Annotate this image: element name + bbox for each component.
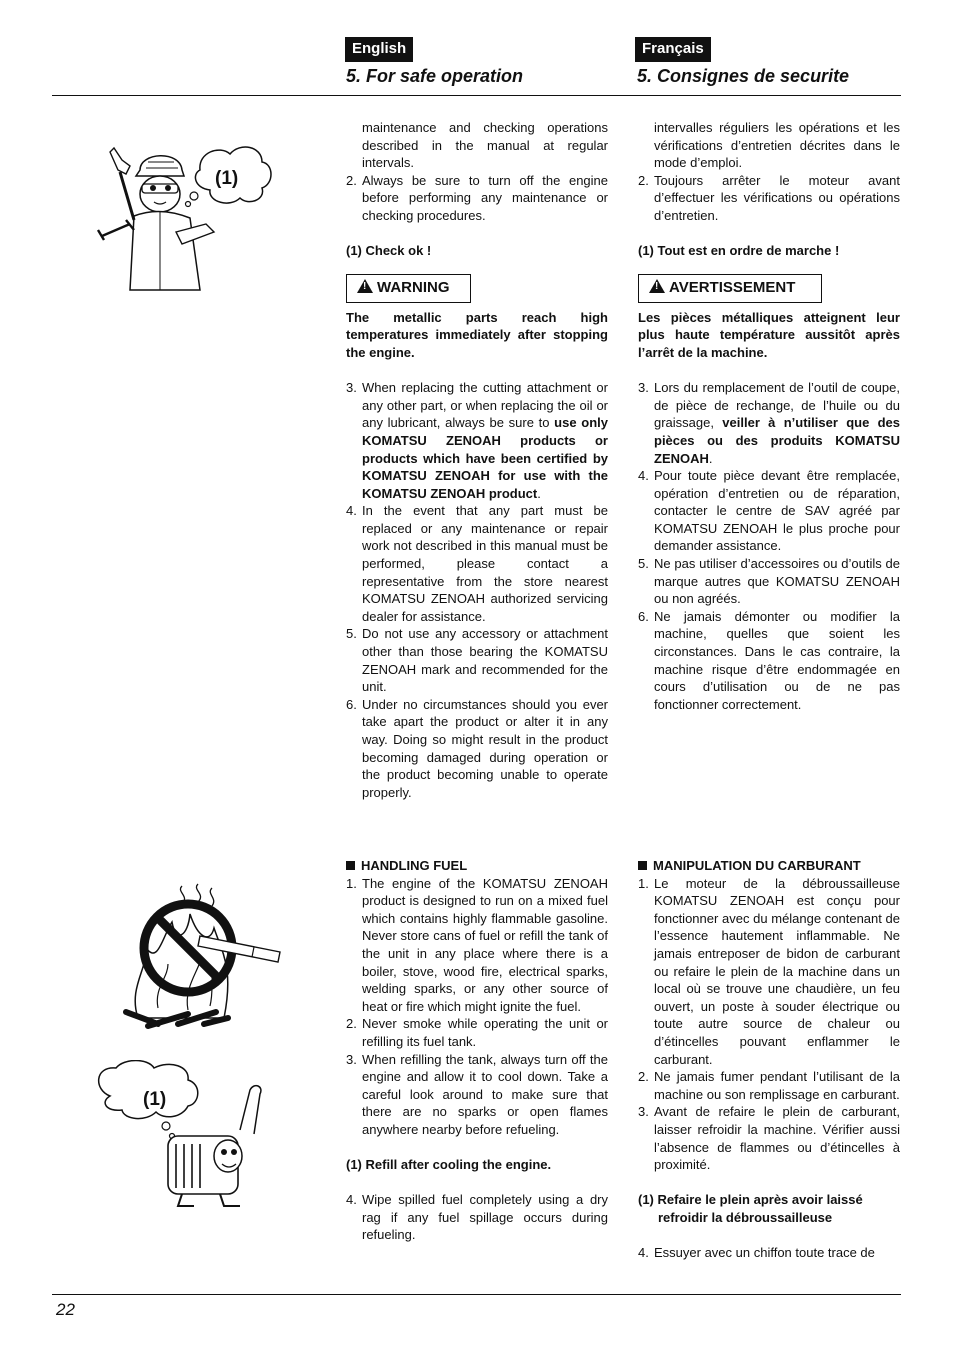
warning-box: !AVERTISSEMENT — [638, 274, 822, 303]
list-item: 6. Under no circumstances should you ever take apart the product or alter it in any way. Doing so might result in the product becoming damaged during operation or the product becoming unable to operate properly. — [346, 696, 608, 800]
list-item: 2. Ne jamais fumer pendant l’utilisant de la machine ou son remplissage en carburant. — [638, 1069, 900, 1102]
note-refill: (1) Refaire le plein après avoir laissé refroidir la débroussailleuse — [638, 1192, 863, 1225]
section-title-french: 5. Consignes de securite — [637, 66, 850, 86]
engine-character-icon — [90, 1060, 270, 1210]
list-item: 1. The engine of the KOMATSU ZENOAH product is designed to run on a mixed fuel which contains highly flammable gasoline. Never store cans of fuel or refill the tank of the unit in any place where there is a boiler, stove, wood fire, electrical sparks, welding sparks, or any other source of heat or fire which might ignite the fuel. — [346, 875, 608, 1014]
worker-icon — [90, 140, 275, 300]
engine-cooling-illustration — [90, 1060, 270, 1210]
french-column-top — [638, 119, 900, 713]
english-column-top — [346, 119, 608, 801]
list-item: 2. Toujours arrêter le moteur avant d’effectuer les vérifications ou opérations d’entretien. — [638, 172, 900, 223]
no-smoking-icon — [118, 878, 288, 1033]
list-item: 4. Essuyer avec un chiffon toute trace de — [638, 1245, 875, 1261]
language-tag-french: Français — [635, 37, 711, 62]
bullet-square-icon — [638, 861, 647, 870]
list-item: 3. When replacing the cutting attachment or any other part, or when replacing the oil or any lubricant, always be sure to use only KOMATSU ZENOAH products or products which have been certified by KOMATSU ZENOAH for use with the KOMATSU ZENOAH product. — [346, 380, 608, 501]
warning-text: Les pièces métalliques atteignent leur plus haute température aussitôt après l’arrêt de la machine. — [638, 309, 900, 360]
illustration-label-cooling: (1) — [143, 1089, 167, 1110]
illustration-label-check: (1) — [215, 168, 239, 189]
warning-text: The metallic parts reach high temperatures immediately after stopping the engine. — [346, 309, 608, 360]
section-title-english: 5. For safe operation — [346, 66, 524, 86]
note-check-ok: (1) Tout est en ordre de marche ! — [638, 243, 840, 259]
list-item: 2. Never smoke while operating the unit or refilling its fuel tank. — [346, 1016, 608, 1049]
list-item: 2. Always be sure to turn off the engine before performing any maintenance or checking procedures. — [346, 172, 608, 223]
list-item: 3. When refilling the tank, always turn off the engine and allow it to cool down. Take a careful look around to make sure that there are no sparks or open flames anywhere nearby before refueling. — [346, 1051, 608, 1137]
list-item: 4. In the event that any part must be replaced or any maintenance or repair work not described in this manual must be performed, please contact a representative from the store nearest KOMATSU ZENOAH authorized servicing dealer for assistance. — [346, 503, 608, 624]
list-item: 4. Pour toute pièce devant être remplacée, opération d’entretien ou de réparation, contacter le centre de SAV agréé par KOMATSU ZENOAH le plus proche pour demander assistance. — [638, 468, 900, 554]
list-item: 5. Do not use any accessory or attachment other than those bearing the KOMATSU ZENOAH mark and recommended for the unit. — [346, 626, 608, 695]
list-item: 5. Ne pas utiliser d’accessoires ou d’outils de marque autres que KOMATSU ZENOAH ou non agréés. — [638, 556, 900, 607]
list-item: 4. Wipe spilled fuel completely using a dry rag if any fuel spillage occurs during refueling. — [346, 1192, 608, 1243]
paragraph-continuation: maintenance and checking operations described in the manual at regular intervals. — [362, 120, 608, 171]
section-heading-fuel: MANIPULATION DU CARBURANT — [638, 857, 900, 875]
warning-icon — [357, 279, 373, 293]
french-column-bottom — [638, 857, 900, 1262]
worker-check-illustration — [90, 140, 275, 300]
note-check-ok: (1) Check ok ! — [346, 243, 432, 259]
page-number: 22 — [56, 1300, 75, 1319]
warning-icon — [649, 279, 665, 293]
footer-rule — [52, 1294, 901, 1295]
list-item: 3. Lors du remplacement de l’outil de coupe, de pièce de rechange, de l’huile ou du graissage, veiller à n’utiliser que des pièces ou des produits KOMATSU ZENOAH. — [638, 380, 901, 466]
list-item: 3. Avant de refaire le plein de carburant, laisser refroidir la machine. Vérifier aussi l’absence de flammes ou d’étincelles à proximité. — [638, 1104, 900, 1173]
section-heading-fuel: HANDLING FUEL — [346, 857, 608, 875]
list-item: 6. Ne jamais démonter ou modifier la machine, quelles que soient les circonstances. Dans le cas contraire, la machine risque d’être endommagée en cours d’utilisation ou de ne pas fonctionner correctement. — [638, 608, 900, 712]
english-column-bottom — [346, 857, 608, 1244]
bullet-square-icon — [346, 861, 355, 870]
language-tag-english: English — [345, 37, 413, 62]
list-item: 1. Le moteur de la débroussailleuse KOMATSU ZENOAH est conçu pour fonctionner avec du mélange contenant de l’essence hautement inflammable. Ne jamais entreposer de bidon de carburant ou refaire le plein de la machine dans un local où se trouve une chaudière, un feu ouvert, un poste à souder électrique ou toute autre source de chaleur ou d’étincelles pouvant enflammer le carburant. — [638, 875, 900, 1067]
no-fire-illustration — [118, 878, 288, 1033]
note-refill: (1) Refill after cooling the engine. — [346, 1157, 552, 1173]
paragraph-continuation: intervalles réguliers les opérations et les vérifications d’entretien décrites dans le mode d’emploi. — [654, 120, 900, 171]
header-rule — [52, 95, 901, 96]
warning-box: !WARNING — [346, 274, 471, 303]
